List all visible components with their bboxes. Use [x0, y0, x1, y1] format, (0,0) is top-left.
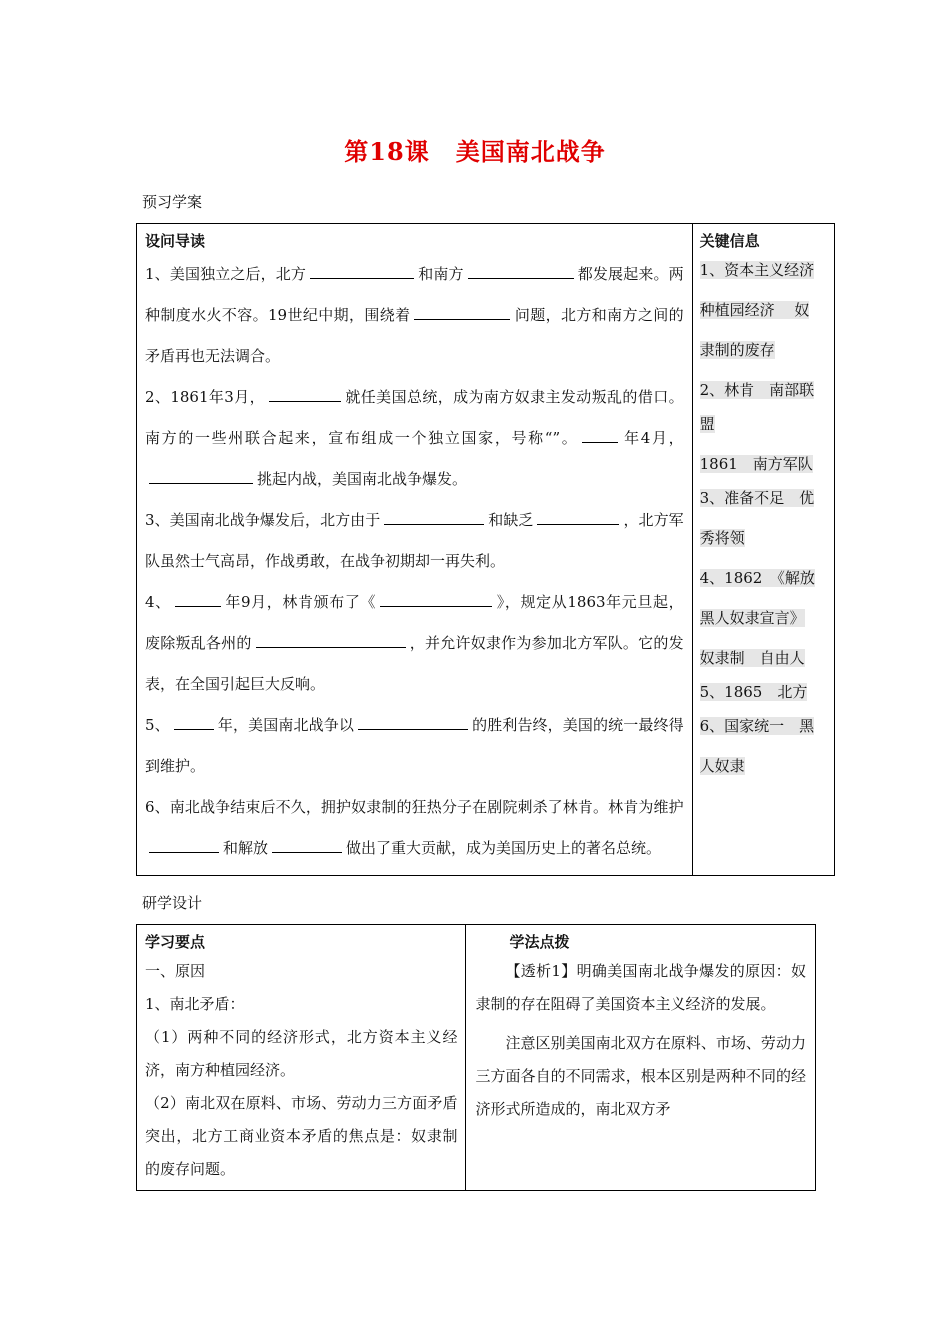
study-points-header: 学习要点 — [145, 933, 206, 951]
question-2: 2、1861年3月， 就任美国总统，成为南方奴隶主发动叛乱的借口。南方的一些州联合起来，宣布组成一个独立国家，号称“”。 年4月，挑起内战，美国南北战争爆发。 — [145, 388, 684, 488]
answer-line: 奴隶制 自由人 — [699, 649, 805, 667]
research-section-label: 研学设计 — [142, 894, 203, 912]
answer-line: 隶制的废存 — [699, 341, 775, 359]
answer-line: 4、1862 《解放 — [699, 569, 815, 587]
blank-input[interactable] — [582, 427, 618, 443]
answer-line: 3、准备不足 优 — [699, 489, 815, 507]
answer-line: 5、1865 北方 — [699, 683, 808, 701]
blank-input[interactable] — [272, 837, 342, 853]
study-line: 一、原因 — [145, 962, 206, 980]
blank-input[interactable] — [310, 263, 414, 279]
blank-input[interactable] — [414, 304, 510, 320]
study-line: 1、南北矛盾： — [145, 995, 245, 1013]
answer-line: 6、国家统一 黑 — [699, 717, 815, 735]
question-3: 3、美国南北战争爆发后，北方由于 和缺乏 ，北方军队虽然士气高昂，作战勇敢，在战争初期却一再失利。 — [145, 511, 684, 570]
blank-input[interactable] — [256, 632, 406, 648]
answer-line: 1861 南方军队 — [699, 455, 813, 473]
method-paragraph: 注意区别美国南北双方在原料、市场、劳动力三方面各自的不同需求，根本区别是两种不同的经济形式所造成的，南北双方矛 — [475, 1034, 806, 1118]
blank-input[interactable] — [468, 263, 574, 279]
method-paragraph: 【透析1】明确美国南北战争爆发的原因：奴隶制的存在阻碍了美国资本主义经济的发展。 — [475, 962, 806, 1013]
blank-input[interactable] — [149, 837, 219, 853]
blank-input[interactable] — [358, 714, 468, 730]
answer-line: 种植园经济 奴 — [699, 301, 810, 319]
question-6: 6、南北战争结束后不久，拥护奴隶制的狂热分子在剧院刺杀了林肯。林肯为维护和解放 做出了重大贡献，成为美国历史上的著名总统。 — [145, 798, 684, 857]
key-info-column — [692, 224, 834, 876]
blank-input[interactable] — [384, 509, 484, 525]
guide-header: 设问导读 — [145, 232, 206, 250]
lesson-number: 第18课 — [344, 137, 430, 166]
research-table — [136, 924, 816, 1191]
study-paragraph: （2）南北双在原料、市场、劳动力三方面矛盾突出，北方工商业资本矛盾的焦点是：奴隶制的废存问题。 — [145, 1094, 458, 1178]
key-info-answers — [700, 257, 828, 779]
question-1: 1、美国独立之后，北方 和南方 都发展起来。两种制度水火不容。19世纪中期，围绕着 问题，北方和南方之间的矛盾再也无法调合。 — [145, 265, 684, 365]
study-paragraph: （1）两种不同的经济形式，北方资本主义经济，南方种植园经济。 — [145, 1028, 458, 1079]
blank-input[interactable] — [174, 714, 214, 730]
answer-line: 2、林肯 南部联 — [699, 381, 815, 399]
answer-line: 人奴隶 — [699, 757, 745, 775]
page-title — [0, 132, 950, 167]
answer-line: 黑人奴隶宣言》 — [699, 609, 805, 627]
answer-line: 1、资本主义经济 — [699, 261, 815, 279]
preview-table — [136, 223, 835, 876]
answer-line: 秀将领 — [699, 529, 745, 547]
answer-line: 盟 — [699, 415, 715, 433]
method-tips-header: 学法点拨 — [509, 933, 570, 951]
question-4: 4、 年9月，林肯颁布了《 》，规定从1863年元旦起，废除叛乱各州的 ，并允许奴隶作为参加北方军队。它的发表，在全国引起巨大反响。 — [145, 593, 684, 693]
method-tips-column — [466, 925, 816, 1191]
preview-section-label: 预习学案 — [142, 193, 203, 211]
lesson-topic: 美国南北战争 — [455, 137, 606, 166]
key-info-header: 关键信息 — [699, 232, 760, 250]
blank-input[interactable] — [537, 509, 619, 525]
blank-input[interactable] — [269, 386, 341, 402]
question-5: 5、 年，美国南北战争以 的胜利告终，美国的统一最终得到维护。 — [145, 716, 684, 775]
blank-input[interactable] — [175, 591, 221, 607]
blank-input[interactable] — [149, 468, 253, 484]
study-points-column — [137, 925, 466, 1191]
blank-input[interactable] — [380, 591, 492, 607]
guide-column — [137, 224, 693, 876]
